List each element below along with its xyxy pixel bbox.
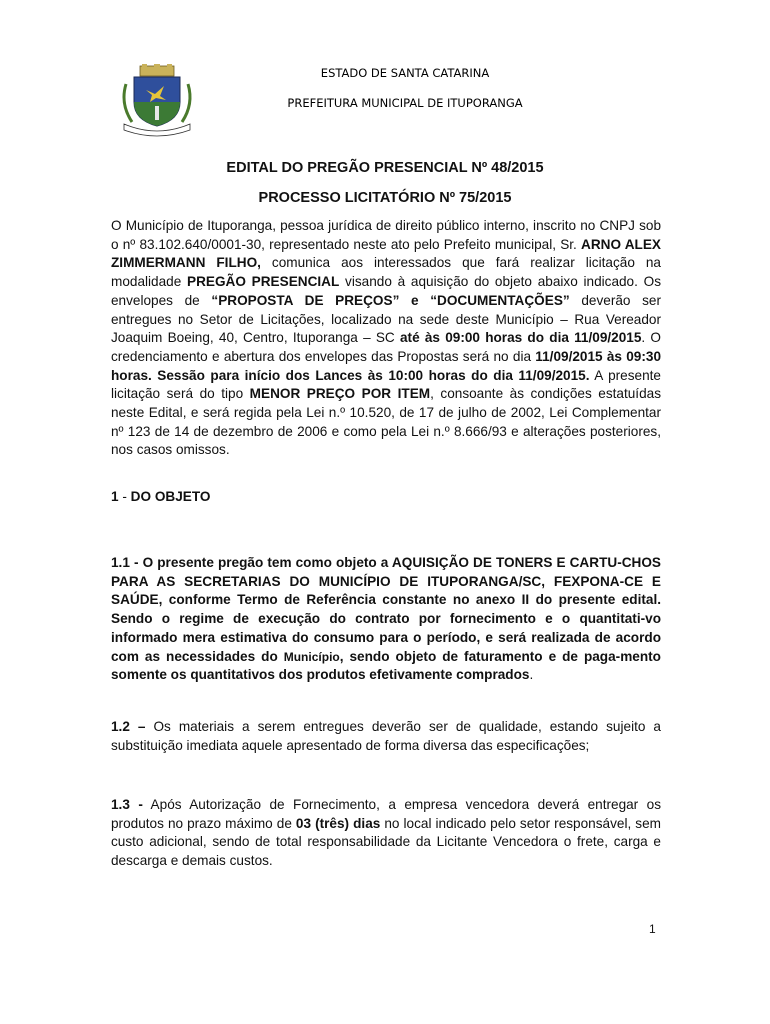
item-1-3-text-2: no local indicado pelo setor responsável, sem custo adicional, sendo de total responsabilidade da Licitante Vencedora o frete, carga e descarga e demais custos. <box>111 815 661 869</box>
item-1-3-text-1: Após Autorização de Fornecimento, a empresa vencedora deverá entregar os produtos no prazo máximo de <box>111 797 662 831</box>
item-1-1-period: . <box>529 667 534 683</box>
page-number: 1 <box>649 922 656 936</box>
intro-text-2: comunica aos interessados que fará realizar licitação na modalidade <box>111 255 661 290</box>
intro-text-5: . O credenciamento e abertura dos envelopes das Propostas será no dia <box>111 330 661 364</box>
item-1-1-text-b: , sendo objeto de faturamento e de paga-mento somente os quantitativos dos produtos efetivamente comprados <box>111 648 661 683</box>
intro-text-7: , consoante às condições estatuídas neste Edital, e será regida pela Lei n.º 10.520, de 17 de julho de 2002, Lei Complementar nº 123 de 14 de dezembro de 2006 e como pela Lei n.º 8.666/93 e alterações posteriores, nos casos omissos. <box>111 386 661 458</box>
processo-title: PROCESSO LICITATÓRIO Nº 75/2015 <box>258 190 512 206</box>
item-1-3-days: 03 (três) dias <box>295 815 381 831</box>
intro-paragraph <box>111 217 661 460</box>
item-1-2-label: 1.2 – <box>111 719 146 734</box>
section-number: 1 <box>111 489 119 504</box>
deadline-text: até às 09:00 horas do dia 11/09/2015 <box>399 330 642 346</box>
envelopes-names: “PROPOSTA DE PREÇOS” e “DOCUMENTAÇÕES” <box>211 292 570 308</box>
mayor-name: ARNO ALEX ZIMMERMANN FILHO, <box>111 236 661 271</box>
section-title: DO OBJETO <box>130 489 211 504</box>
section-heading-objeto <box>111 488 661 507</box>
intro-text-3: visando à aquisição do objeto abaixo indicado. Os envelopes de <box>111 274 661 308</box>
item-1-1-text-a: 1.1 - O presente pregão tem como objeto a AQUISIÇÃO DE TONERS E CARTU-CHOS PARA AS SECRETARIAS DO MUNICÍPIO DE ITUPORANGA/SC, FEXPONA-CE E SAÚDE, conforme Termo de Referência constante no anexo II do presente edital. Sendo o regime de execução do contrato por fornecimento e o quantitati-vo informado mera estimativa do consumo para o período, e será realizada de acordo com as necessidades do <box>111 555 661 664</box>
item-1-3-label: 1.3 - <box>111 797 143 812</box>
modality-name: PREGÃO PRESENCIAL <box>187 274 340 290</box>
opening-text: 11/09/2015 às 09:30 horas. Sessão para início dos Lances às 10:00 horas do dia 11/09/2015. <box>111 348 661 383</box>
bid-type: MENOR PREÇO POR ITEM <box>249 386 431 402</box>
item-1-1-municipio: Município <box>283 649 340 664</box>
intro-text-1: O Município de Ituporanga, pessoa jurídica de direito público interno, inscrito no CNPJ sob o nº 83.102.640/0001-30, representado neste ato pelo Prefeito municipal, Sr. <box>111 218 661 252</box>
prefecture-heading: PREFEITURA MUNICIPAL DE ITUPORANGA <box>287 96 523 110</box>
state-heading: ESTADO DE SANTA CATARINA <box>320 66 490 80</box>
intro-text-6: A presente licitação será do tipo <box>111 367 661 402</box>
item-1-1 <box>111 554 661 685</box>
item-1-3 <box>111 796 661 871</box>
edital-title: EDITAL DO PREGÃO PRESENCIAL Nº 48/2015 <box>226 160 544 176</box>
item-1-2-text: Os materiais a serem entregues deverão ser de qualidade, estando sujeito a substituição imediata aquele apresentado de forma diversa das especificações; <box>111 719 661 753</box>
item-1-2 <box>111 718 661 755</box>
intro-text-4: deverão ser entregues no Setor de Licitações, localizado na sede deste Município – Rua Vereador Joaquim Boeing, 40, Centro, Ituporanga – SC <box>111 292 661 346</box>
section-dash: - <box>118 489 131 504</box>
